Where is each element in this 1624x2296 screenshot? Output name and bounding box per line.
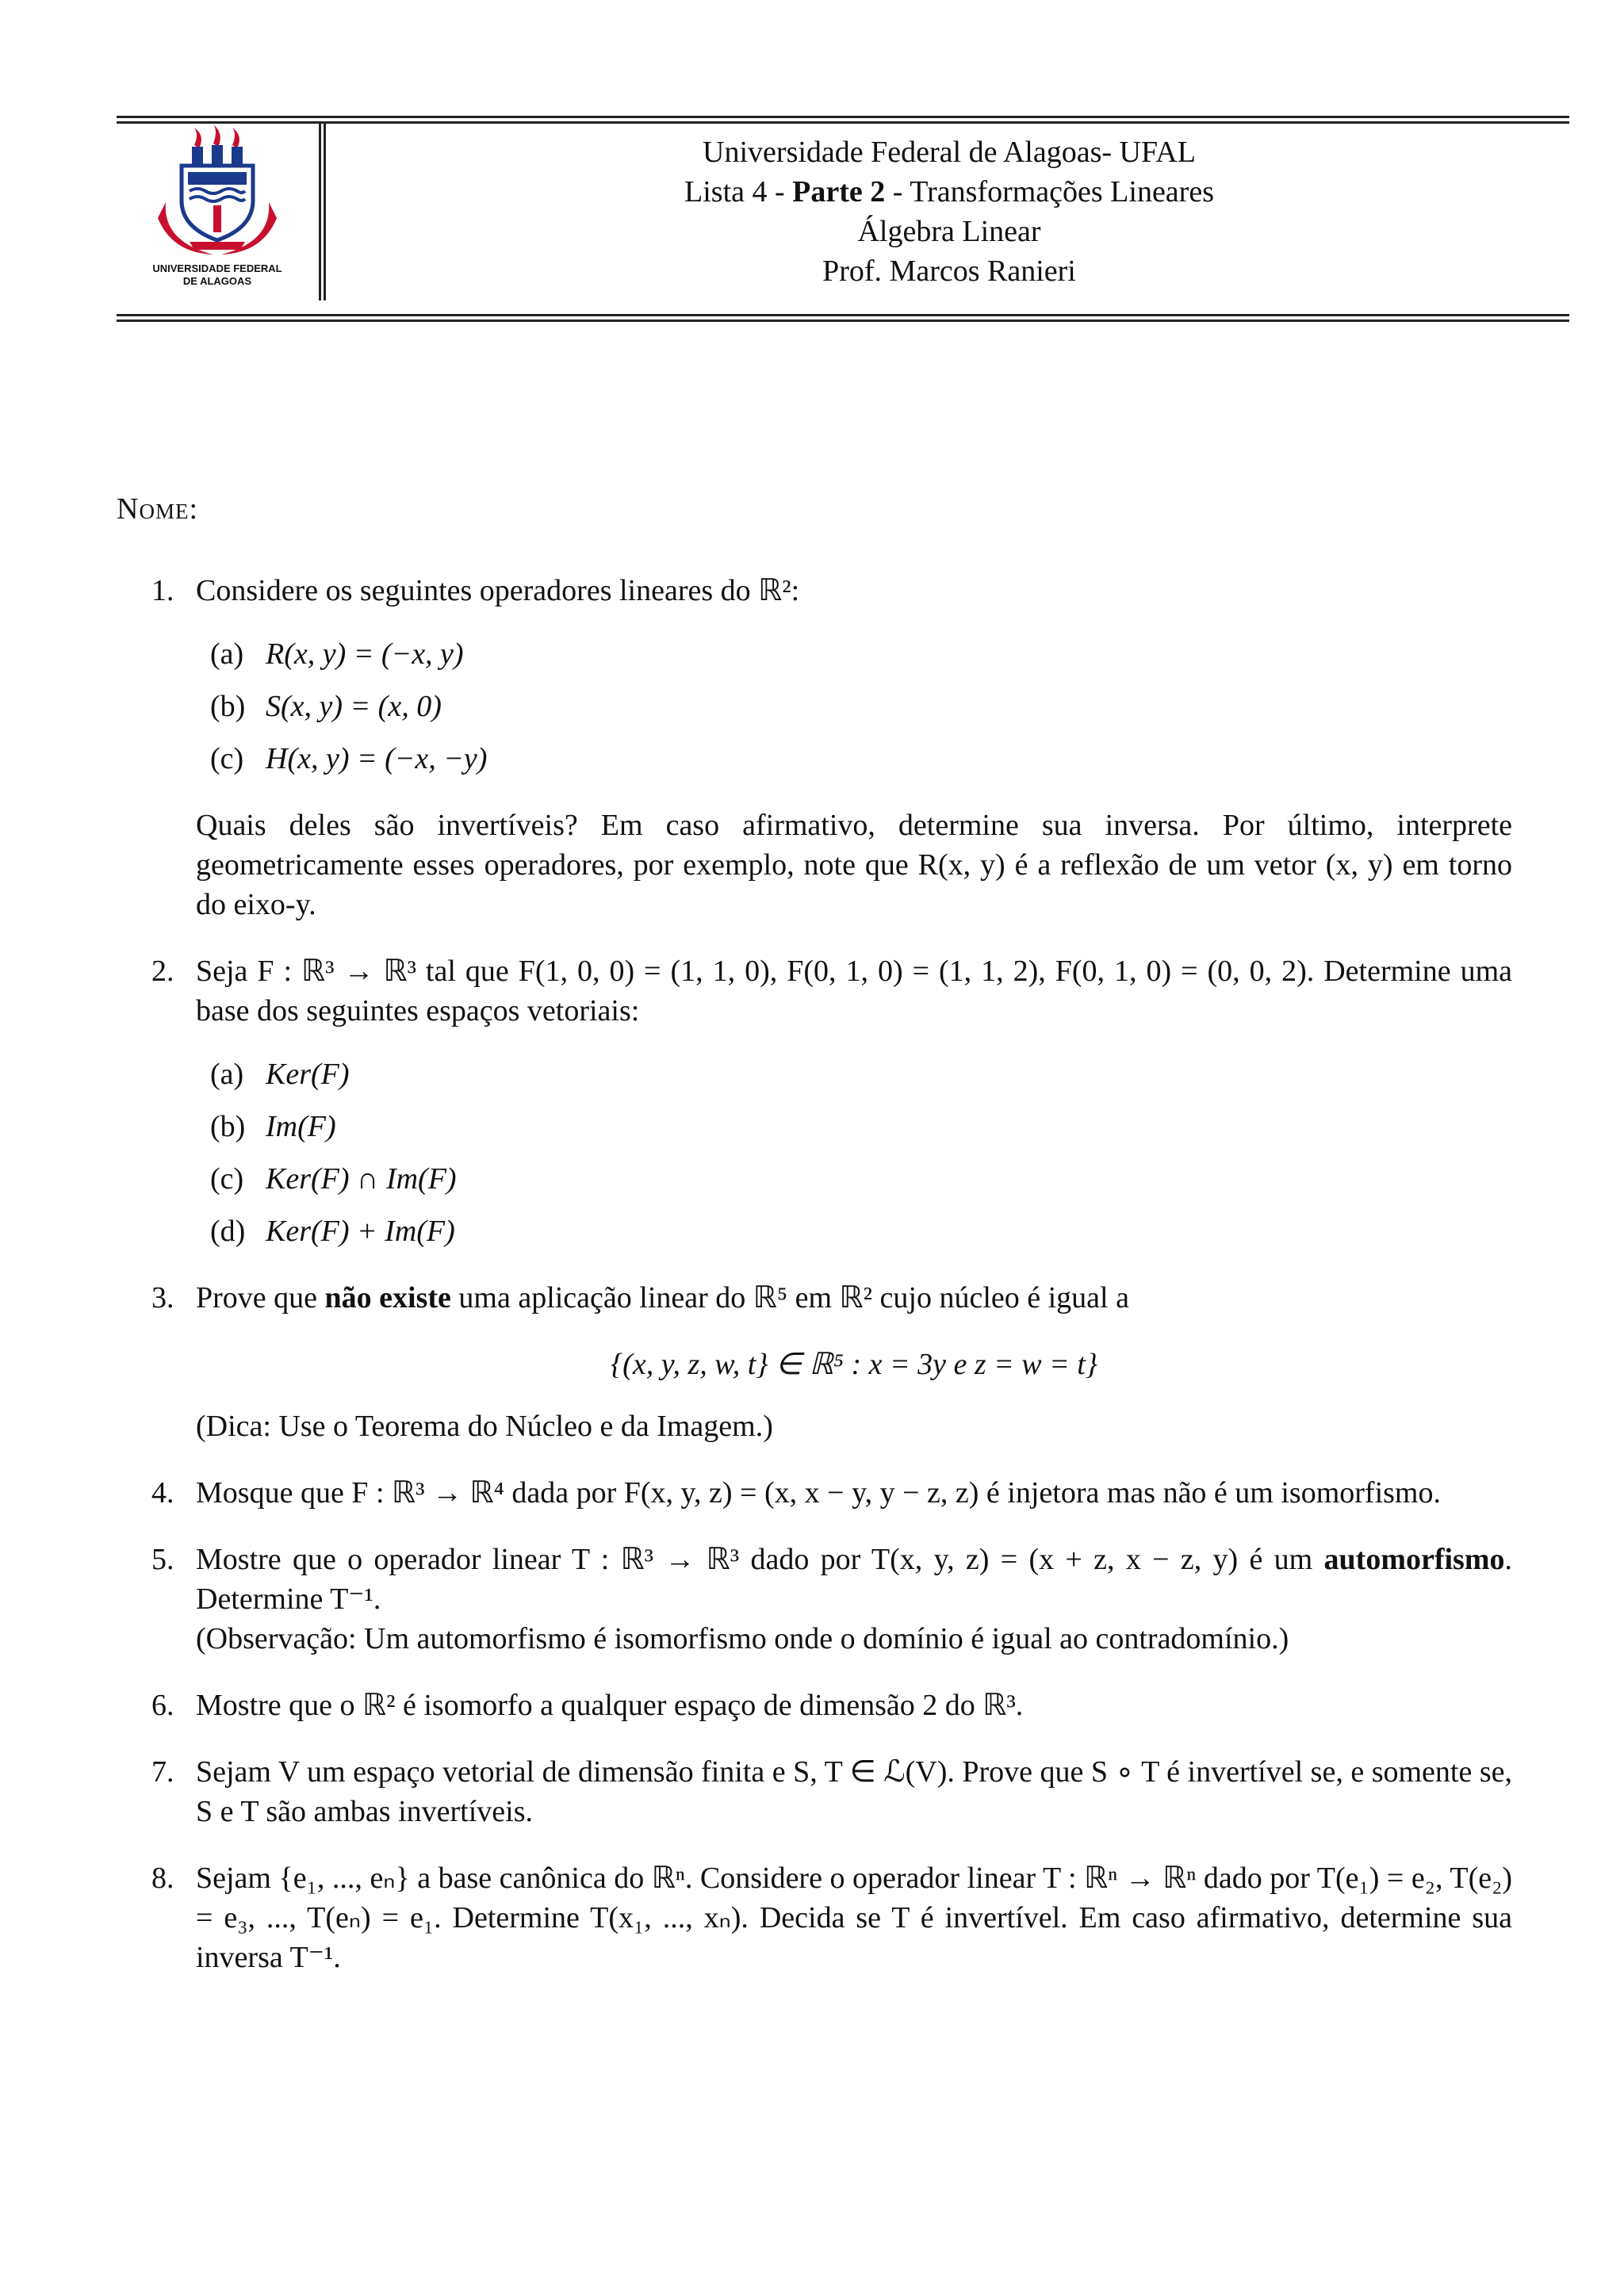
problem-text: [196, 1278, 1512, 1318]
problem-number: 3.: [151, 1281, 174, 1314]
problem-hint: (Dica: Use o Teorema do Núcleo e da Imagem.): [196, 1410, 773, 1443]
problem-text: Seja F : ℝ³ → ℝ³ tal que F(1, 0, 0) = (1, 1, 0), F(0, 1, 0) = (1, 1, 2), F(0, 1, 0) = (0, 0, 2). Determine uma base dos seguintes espaços vetoriais:: [196, 955, 1512, 1027]
list-title: [684, 172, 1214, 212]
problem-2: [117, 951, 1512, 1251]
problem-number: 7.: [151, 1755, 174, 1789]
item-text: H(x, y) = (−x, −y): [266, 742, 488, 775]
text-segment: . Determine T⁻¹.: [196, 1543, 1512, 1616]
problem-3: [117, 1278, 1512, 1446]
list-item: [196, 1107, 1512, 1146]
institution-name: Universidade Federal de Alagoas- UFAL: [703, 136, 1196, 169]
problem-text: Considere os seguintes operadores lineares do ℝ²:: [196, 574, 800, 607]
logo-caption-line-1: UNIVERSIDADE FEDERAL: [152, 262, 282, 274]
problem-number: 6.: [151, 1689, 174, 1722]
list-item: [196, 687, 1512, 726]
problem-4: [117, 1473, 1512, 1513]
item-label: (a): [210, 1058, 244, 1091]
text-segment: Prove que: [196, 1281, 325, 1314]
student-name-label: Nome:: [117, 492, 198, 526]
item-label: (c): [210, 742, 244, 775]
professor-name: Prof. Marcos Ranieri: [822, 254, 1076, 288]
list-item: [196, 1054, 1512, 1094]
problem-followup: Quais deles são invertíveis? Em caso afirmativo, determine sua inversa. Por último, interprete geometricamente esses operadores, por exemplo, note que R(x, y) é a reflexão de um vetor (x, y) em torno do eixo-y.: [196, 809, 1512, 921]
header-divider-left: [319, 123, 321, 300]
item-text: Im(F): [266, 1110, 336, 1143]
problem-text: Mostre que o ℝ² é isomorfo a qualquer espaço de dimensão 2 do ℝ³.: [196, 1689, 1024, 1722]
document-header: [117, 123, 1569, 300]
item-text: S(x, y) = (x, 0): [266, 690, 442, 723]
problem-number: 1.: [151, 574, 174, 607]
item-text: Ker(F) ∩ Im(F): [266, 1162, 457, 1196]
display-equation: {(x, y, z, w, t} ∈ ℝ⁵ : x = 3y e z = w = t}: [610, 1348, 1098, 1381]
emphasis: não existe: [324, 1281, 451, 1314]
item-text: Ker(F): [266, 1058, 350, 1091]
problem-1-items: [196, 634, 1512, 779]
emphasis: automorfismo: [1323, 1543, 1505, 1576]
item-label: (b): [210, 690, 246, 723]
header-top-rule: [117, 116, 1569, 118]
text-segment: Mostre que o operador linear T : ℝ³ → ℝ³ dado por T(x, y, z) = (x + z, x − z, y) é um: [196, 1543, 1324, 1576]
list-item: [196, 1211, 1512, 1251]
problem-7: [117, 1752, 1512, 1831]
logo-caption-line-2: DE ALAGOAS: [182, 275, 252, 287]
header-divider-right: [324, 123, 326, 300]
problem-number: 2.: [151, 955, 174, 988]
course-name: Álgebra Linear: [857, 215, 1041, 248]
problem-1: [117, 571, 1512, 924]
item-text: R(x, y) = (−x, y): [266, 637, 464, 671]
problem-2-items: [196, 1054, 1512, 1251]
problem-5: [117, 1540, 1512, 1659]
list-item: [196, 1159, 1512, 1199]
item-label: (a): [210, 637, 244, 671]
problem-text: Sejam {e₁, ..., eₙ} a base canônica do ℝⁿ. Considere o operador linear T : ℝⁿ → ℝⁿ dado por T(e₁) = e₂, T(e₂) = e₃, ..., T(eₙ) = e₁. Determine T(x₁, ..., xₙ). Decida se T é invertível. Em caso afirmativo, determine sua inversa T⁻¹.: [196, 1862, 1512, 1974]
problem-number: 5.: [151, 1543, 174, 1576]
problem-list: [117, 571, 1512, 2004]
item-label: (d): [210, 1215, 246, 1248]
item-label: (c): [210, 1162, 244, 1196]
list-title-prefix: Lista 4 -: [684, 175, 793, 209]
problem-text: Sejam V um espaço vetorial de dimensão finita e S, T ∈ ℒ(V). Prove que S ∘ T é invertível se, e somente se, S e T são ambas invertíveis.: [196, 1755, 1512, 1828]
item-label: (b): [210, 1110, 246, 1143]
list-title-part: Parte 2: [792, 175, 886, 209]
problem-number: 4.: [151, 1476, 174, 1510]
item-text: Ker(F) + Im(F): [266, 1215, 455, 1248]
ufal-logo: [117, 123, 319, 300]
problem-number: 8.: [151, 1862, 174, 1895]
list-item: [196, 634, 1512, 674]
problem-note: (Observação: Um automorfismo é isomorfismo onde o domínio é igual ao contradomínio.): [196, 1622, 1289, 1655]
problem-text: Mosque que F : ℝ³ → ℝ⁴ dada por F(x, y, z) = (x, x − y, y − z, z) é injetora mas não é um isomorfismo.: [196, 1476, 1441, 1510]
list-title-suffix: - Transformações Lineares: [885, 175, 1214, 209]
text-segment: uma aplicação linear do ℝ⁵ em ℝ² cujo núcleo é igual a: [450, 1281, 1129, 1314]
problem-6: [117, 1686, 1512, 1725]
problem-text: [196, 1540, 1512, 1619]
ufal-crest-icon: [117, 123, 319, 300]
problem-8: [117, 1858, 1512, 1977]
header-bottom-rule-inner: [117, 314, 1569, 316]
list-item: [196, 739, 1512, 779]
header-titles: [329, 123, 1569, 300]
header-bottom-rule: [117, 320, 1569, 322]
